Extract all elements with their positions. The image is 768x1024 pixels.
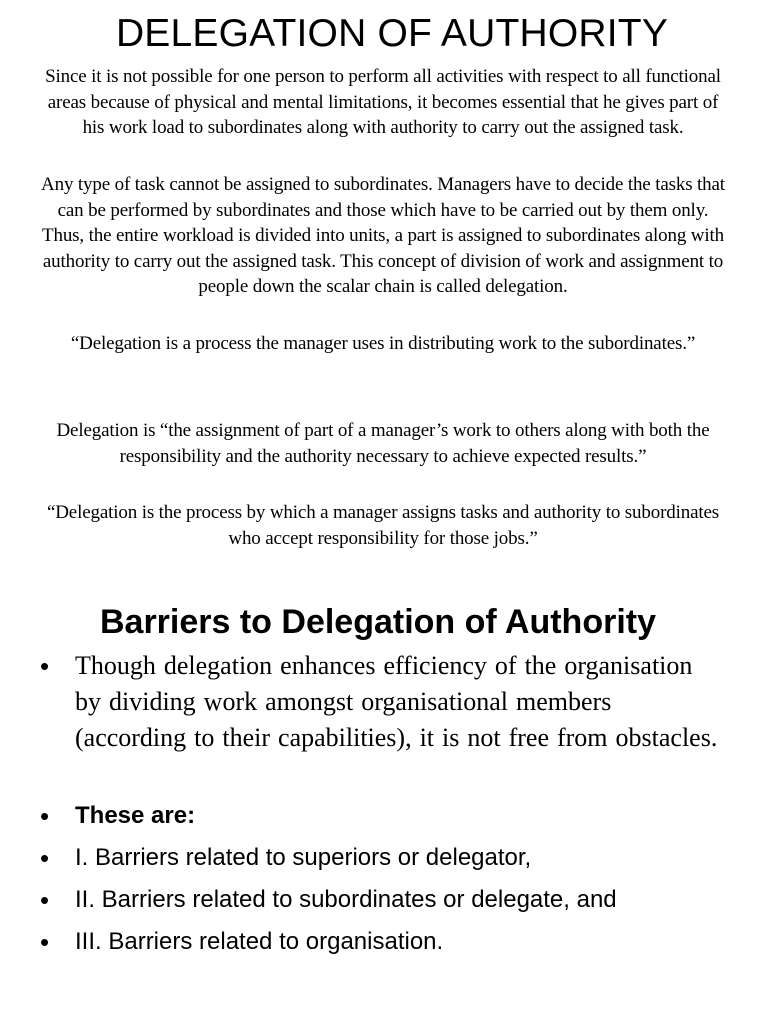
bullet-text: Though delegation enhances efficiency of the organisation by dividing work amongst organisational members (according to their capabilities), it is not free from obstacles. xyxy=(75,651,718,752)
bullet-marker: • xyxy=(40,651,50,681)
delegation-concept-paragraph: Any type of task cannot be assigned to subordinates. Managers have to decide the tasks that can be performed by subordinates and those which have to be carried out by them only. Thus, the entire workload is divided into units, a part is assigned to subordinates along with authority to carry out the assigned task. This concept of division of work and assignment to people down the scalar chain is called delegation. xyxy=(41,174,725,298)
bullet-text: II. Barriers related to subordinates or delegate, and xyxy=(75,886,617,913)
bullet-marker: • xyxy=(40,801,50,831)
bullet-marker: • xyxy=(40,885,50,915)
bullet-marker: • xyxy=(40,843,50,873)
section-heading: Barriers to Delegation of Authority xyxy=(99,603,657,641)
definition-quote-1: “Delegation is a process the manager uses in distributing work to the subordinates.” xyxy=(70,333,696,354)
bullet-text: These are: xyxy=(75,802,196,829)
definition-quote-2: Delegation is “the assignment of part of a manager’s work to others along with both the responsibility and the authority necessary to achieve expected results.” xyxy=(56,420,710,467)
intro-paragraph: Since it is not possible for one person to perform all activities with respect to all functional areas because of physical and mental limitations, it becomes essential that he gives part of his work load to subordinates along with authority to carry out the assigned task. xyxy=(45,66,721,139)
bullet-text: I. Barriers related to superiors or delegator, xyxy=(75,844,532,871)
definition-quote-3: “Delegation is the process by which a manager assigns tasks and authority to subordinates who accept responsibility for those jobs.” xyxy=(46,502,720,549)
page-title: DELEGATION OF AUTHORITY xyxy=(115,12,669,55)
bullet-marker: • xyxy=(40,927,50,957)
bullet-text: III. Barriers related to organisation. xyxy=(75,928,444,955)
